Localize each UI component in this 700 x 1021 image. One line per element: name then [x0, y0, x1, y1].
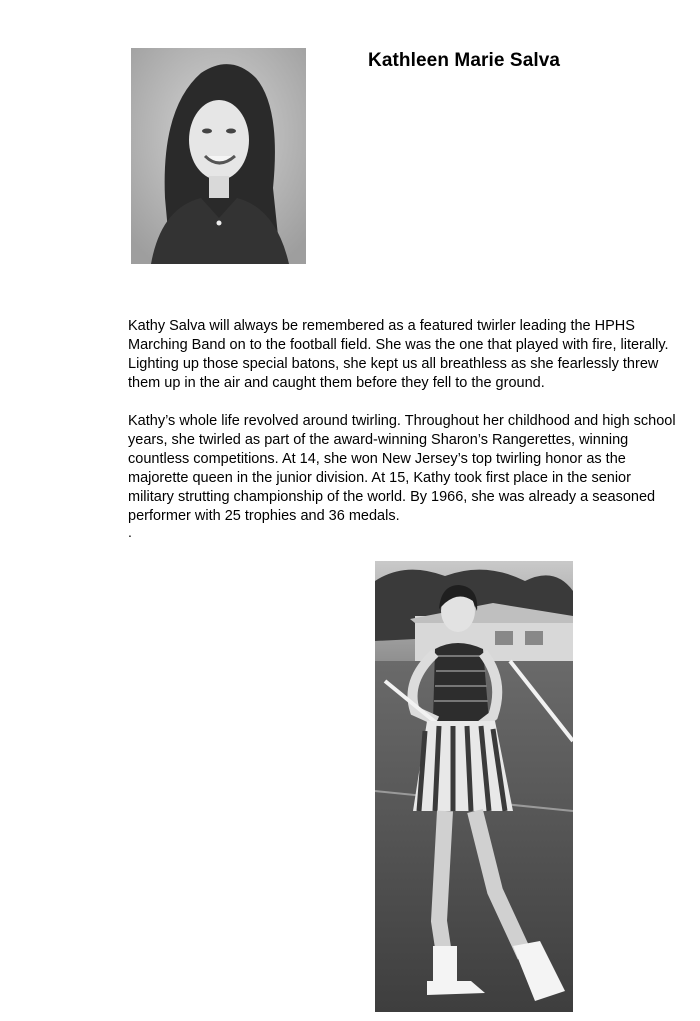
- paragraph-2: Kathy’s whole life revolved around twirling. Throughout her childhood and high school years, she twirled as part of the award-winning Sharon’s Rangerettes, winning countless competitions. At 14, she won New Jersey’s top twirling honor as the majorette queen in the junior division. At 15, Kathy took first place in the senior military strutting championship of the world. By 1966, she was already a seasoned performer with 25 trophies and 36 medals.: [128, 413, 676, 524]
- page-title: Kathleen Marie Salva: [368, 50, 561, 71]
- trailing-mark: .: [128, 524, 132, 540]
- yearbook-portrait-photo: [131, 48, 306, 264]
- majorette-twirler-photo: [375, 561, 573, 1012]
- paragraph-1: Kathy Salva will always be remembered as a featured twirler leading the HPHS Marching Band on to the football field. She was the one that played with fire, literally. Lighting up those special batons, she kept us all breathless as she fearlessly threw them up in the air and caught them before they fell to the ground.: [128, 318, 669, 391]
